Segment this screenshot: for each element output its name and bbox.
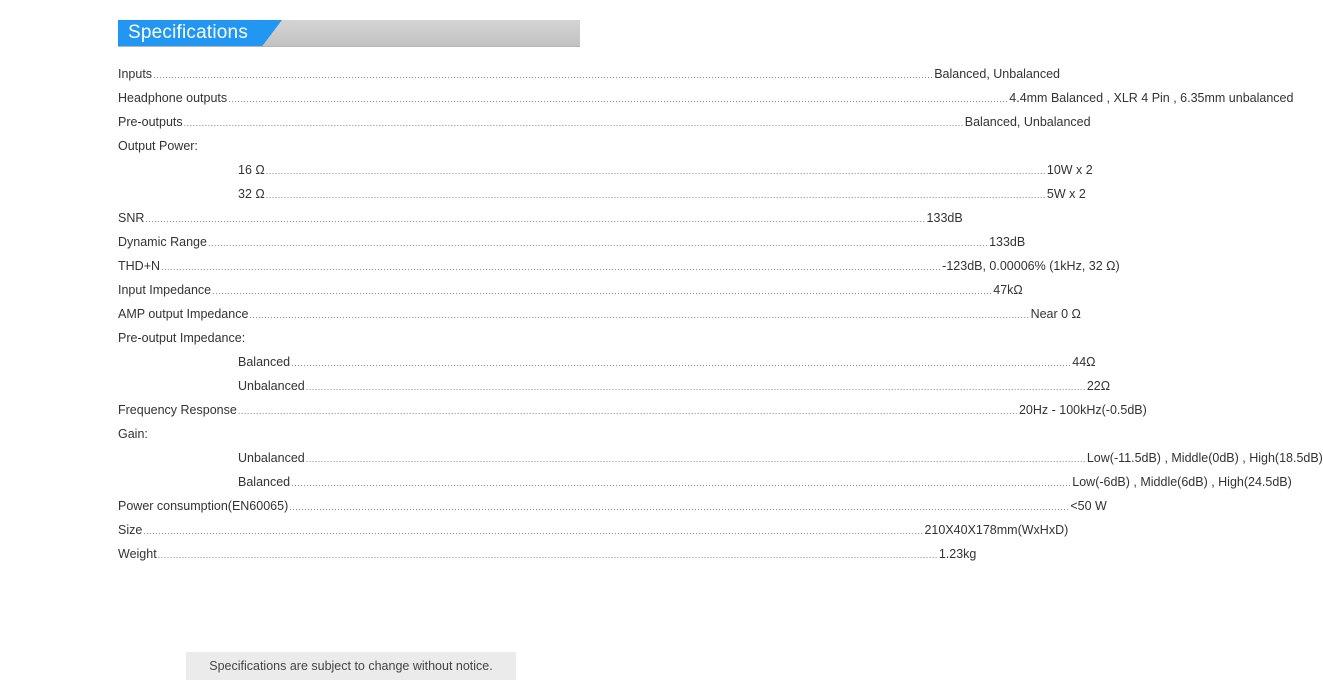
spec-label: Dynamic Range [118, 235, 207, 249]
spec-row [118, 494, 1107, 518]
spec-value: 20Hz - 100kHz(-0.5dB) [1018, 403, 1147, 417]
spec-row [118, 542, 977, 566]
spec-value: 47kΩ [993, 283, 1023, 297]
spec-row [118, 470, 1292, 494]
spec-value: 44Ω [1072, 355, 1096, 369]
spec-label: 32 Ω [238, 187, 265, 201]
spec-row [118, 254, 1120, 278]
spec-label: Pre-output Impedance: [118, 331, 246, 345]
spec-row [118, 230, 1026, 254]
spec-value: Balanced, Unbalanced [964, 115, 1091, 129]
spec-row [118, 110, 1091, 134]
spec-value: 133dB [989, 235, 1026, 249]
spec-label: Unbalanced [238, 451, 305, 465]
spec-label: AMP output Impedance [118, 307, 249, 321]
specifications-banner [118, 20, 580, 46]
spec-row [118, 422, 576, 446]
spec-row [118, 326, 576, 350]
dot-leader: .................................................................................................................................................................................................................................................................... [161, 262, 942, 272]
spec-label: Pre-outputs [118, 115, 183, 129]
spec-row [118, 302, 1081, 326]
spec-value: 22Ω [1086, 379, 1111, 393]
spec-label: Input Impedance [118, 283, 212, 297]
spec-value: -123dB, 0.00006% (1kHz, 32 Ω) [942, 259, 1120, 273]
dot-leader: .................................................................................................................................................................................................................................................................... [207, 238, 989, 248]
spec-value: 10W x 2 [1046, 163, 1093, 177]
spec-row [118, 446, 1323, 470]
spec-list [118, 62, 1323, 566]
dot-leader: .................................................................................................................................................................................................................................................................... [265, 190, 1046, 200]
spec-value: Balanced, Unbalanced [934, 67, 1060, 81]
spec-row [118, 398, 1147, 422]
dot-leader: .................................................................................................................................................................................................................................................................... [289, 502, 1070, 512]
disclaimer-note: Specifications are subject to change without notice. [186, 652, 516, 680]
spec-value: Low(-6dB) , Middle(6dB) , High(24.5dB) [1072, 475, 1292, 489]
spec-label: Unbalanced [238, 379, 305, 393]
dot-leader: .................................................................................................................................................................................................................................................................... [183, 118, 964, 128]
dot-leader: .................................................................................................................................................................................................................................................................... [143, 526, 924, 536]
dot-leader: .................................................................................................................................................................................................................................................................... [153, 70, 934, 80]
spec-value: 4.4mm Balanced , XLR 4 Pin , 6.35mm unbalanced [1009, 91, 1294, 105]
spec-label: Gain: [118, 427, 148, 441]
spec-row [118, 350, 1096, 374]
spec-label: Frequency Response [118, 403, 237, 417]
dot-leader: .................................................................................................................................................................................................................................................................... [291, 478, 1072, 488]
spec-value: Low(-11.5dB) , Middle(0dB) , High(18.5dB) [1086, 451, 1323, 465]
spec-row [118, 86, 1294, 110]
spec-label: SNR [118, 211, 145, 225]
spec-label: Output Power: [118, 139, 198, 153]
spec-row [118, 62, 1060, 86]
spec-label: Balanced [238, 355, 291, 369]
spec-row [118, 518, 1069, 542]
spec-row [118, 134, 576, 158]
spec-label: Weight [118, 547, 157, 561]
spec-label: Balanced [238, 475, 291, 489]
dot-leader: .................................................................................................................................................................................................................................................................... [305, 454, 1086, 464]
spec-value: 210X40X178mm(WxHxD) [924, 523, 1069, 537]
spec-label: THD+N [118, 259, 161, 273]
spec-label: Power consumption(EN60065) [118, 499, 289, 513]
spec-value: 5W x 2 [1046, 187, 1086, 201]
dot-leader: .................................................................................................................................................................................................................................................................... [157, 550, 938, 560]
spec-row [118, 278, 1023, 302]
spec-row [118, 206, 963, 230]
spec-row [118, 158, 1093, 182]
spec-value: Near 0 Ω [1030, 307, 1081, 321]
page-title: Specifications [128, 22, 249, 43]
dot-leader: .................................................................................................................................................................................................................................................................... [265, 166, 1046, 176]
dot-leader: .................................................................................................................................................................................................................................................................... [249, 310, 1030, 320]
dot-leader: .................................................................................................................................................................................................................................................................... [212, 286, 993, 296]
dot-leader: .................................................................................................................................................................................................................................................................... [145, 214, 926, 224]
dot-leader: .................................................................................................................................................................................................................................................................... [237, 406, 1018, 416]
spec-value: 133dB [926, 211, 963, 225]
spec-label: Size [118, 523, 143, 537]
spec-label: Inputs [118, 67, 153, 81]
spec-row [118, 374, 1111, 398]
spec-value: <50 W [1070, 499, 1107, 513]
spec-label: Headphone outputs [118, 91, 228, 105]
dot-leader: .................................................................................................................................................................................................................................................................... [228, 94, 1009, 104]
dot-leader: .................................................................................................................................................................................................................................................................... [305, 382, 1086, 392]
dot-leader: .................................................................................................................................................................................................................................................................... [291, 358, 1072, 368]
spec-label: 16 Ω [238, 163, 265, 177]
spec-value: 1.23kg [938, 547, 977, 561]
spec-row [118, 182, 1086, 206]
